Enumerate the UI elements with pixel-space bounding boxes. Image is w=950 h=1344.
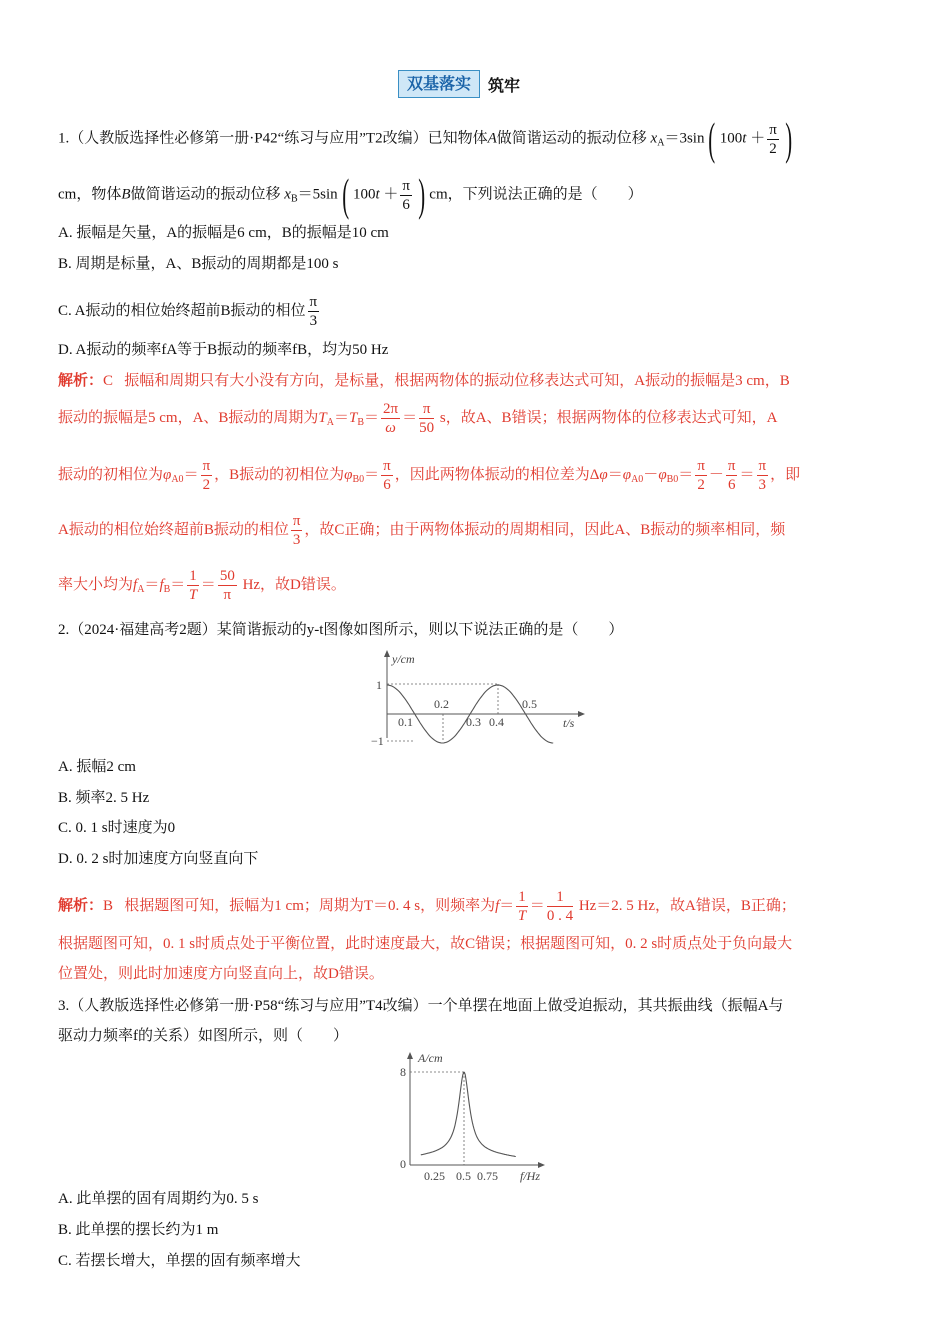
q1-option-b: B. 周期是标量，A、B振动的周期都是100 s — [58, 256, 339, 272]
q1-stem-line1: 1.（人教版选择性必修第一册·P42“练习与应用”T2改编）已知物体A做简谐运动的振动位移 $x_A=3\sin$( 100t ＋ $\frac{\pi}{2}$ ) — [58, 113, 792, 164]
q2-xtick-01: 0.1 — [398, 715, 413, 729]
q1-analysis-text5b: Hz，故D错误。 — [242, 576, 346, 593]
q2-analysis-text1b: Hz＝2. 5 Hz，故A错误，B正确； — [578, 897, 796, 914]
q2-analysis-label: 解析： — [58, 897, 104, 914]
q2-analysis-text1a: 根据题图可知，振幅为1 cm；周期为T＝0. 4 s，则频率为 — [124, 897, 496, 914]
q1-analysis-text4b: ，故C正确；由于两物体振动的周期相同，因此A、B振动的频率相同，频 — [304, 521, 786, 538]
q3-option-a: A. 此单摆的固有周期约为0. 5 s — [58, 1191, 259, 1207]
q3-xlabel: f/Hz — [520, 1169, 541, 1183]
q3-ytick-0: 0 — [400, 1157, 406, 1171]
q2-ytick-neg1: −1 — [371, 734, 384, 748]
q2-answer: B — [103, 897, 114, 914]
q2-x-arrow — [578, 711, 585, 717]
q3-xtick-075: 0.75 — [477, 1169, 498, 1183]
q3-number: 3. — [58, 998, 70, 1014]
q2-ytick-1: 1 — [376, 678, 382, 692]
q1-stem-line2: cm，物体B做简谐运动的振动位移 $x_B=5\sin$( 100t ＋ $\frac{\pi}{6}$ ) cm，下列说法正确的是（ ） — [58, 169, 643, 220]
q1-option-a: A. 振幅是矢量，A的振幅是6 cm，B的振幅是10 cm — [58, 225, 389, 241]
q2-analysis-line2: 根据题图可知，0. 1 s时质点处于平衡位置，此时速度最大，故C错误；根据题图可知，0. 2 s时质点处于负向最大 — [58, 936, 793, 952]
q2-analysis-line3: 位置处，则此时加速度方向竖直向上，故D错误。 — [58, 966, 384, 982]
q1-analysis-line3: 振动的初相位为$\varphi_{A0}=$ $\frac{\pi}{2}$ ，B振动的初相位为$\varphi_{B0}=$ $\frac{\pi}{6}$ ，因此两物体振动的相位差为$\Delta\varphi=\varphi_{A0}-\varphi_{B0}=$ $\frac{\pi}{2}$ － $\frac{\pi}{6}$ ＝ $\frac{\pi}{3}$ ，即 — [58, 458, 801, 493]
q3-ytick-8: 8 — [400, 1065, 406, 1079]
section-header — [398, 70, 520, 98]
q1-analysis-line1 — [58, 371, 790, 391]
q3-stem-line1 — [58, 996, 783, 1016]
q2-stem-text: （2024·福建高考2题）某简谐振动的y-t图像如图所示，则以下说法正确的是（ ） — [69, 622, 624, 638]
q2-xtick-04: 0.4 — [489, 715, 504, 729]
q1-stem-d: 做简谐运动的振动位移 — [130, 186, 281, 203]
q1-analysis-text2b: s，故A、B错误；根据两物体的位移表达式可知，A — [439, 409, 778, 426]
section-subtitle: 筑牢 — [488, 75, 521, 95]
q1-option-d: D. A振动的频率fA等于B振动的频率fB，均为50 Hz — [58, 342, 389, 358]
q3-xtick-05: 0.5 — [456, 1169, 471, 1183]
q2-xlabel: t/s — [563, 716, 575, 730]
q2-xtick-02: 0.2 — [434, 697, 449, 711]
q2-number: 2. — [58, 622, 70, 638]
q3-ylabel: A/cm — [418, 1051, 443, 1065]
q1-stem-c: cm，物体 — [58, 186, 122, 203]
q2-yt-graph — [360, 648, 590, 748]
q2-option-d: D. 0. 2 s时加速度方向竖直向下 — [58, 851, 259, 867]
q2-analysis-line1: 解析：B 根据题图可知，振幅为1 cm；周期为T＝0. 4 s，则频率为f＝ $\frac{1}{T}$ ＝ $\frac{1}{0 . 4}$ Hz＝2. 5 Hz，故A错误，B正确； — [58, 889, 796, 924]
q2-ylabel: y/cm — [392, 652, 415, 666]
q1-option-c-line: C. A振动的相位始终超前B振动的相位 $\frac{\pi}{3}$ — [58, 294, 318, 329]
q3-stem-text1: （人教版选择性必修第一册·P58“练习与应用”T4改编）一个单摆在地面上做受迫振动，其共振曲线（振幅A与 — [69, 998, 784, 1014]
q1-analysis-label: 解析： — [58, 373, 104, 389]
q1-source: （人教版选择性必修第一册·P42“练习与应用”T2改编） — [69, 130, 428, 147]
q3-resonance-graph — [390, 1050, 550, 1185]
q2-xtick-03: 0.3 — [466, 715, 481, 729]
q2-y-arrow — [384, 650, 390, 657]
q2-option-a: A. 振幅2 cm — [58, 759, 136, 775]
q1-analysis-text3d: ，即 — [770, 466, 801, 483]
q3-option-c: C. 若摆长增大，单摆的固有频率增大 — [58, 1253, 301, 1269]
q2-stem — [58, 620, 623, 640]
q1-stem-b: 做简谐运动的振动位移 — [496, 130, 647, 147]
q1-stem-a: 已知物体 — [427, 130, 488, 147]
q3-resonance-curve — [421, 1072, 516, 1156]
q3-y-arrow — [407, 1052, 413, 1059]
q2-option-c: C. 0. 1 s时速度为0 — [58, 820, 176, 836]
q1-number: 1. — [58, 130, 70, 147]
q1-stem-e: cm，下列说法正确的是（ ） — [429, 186, 643, 203]
q1-answer: C — [103, 373, 114, 389]
q3-x-arrow — [538, 1162, 545, 1168]
section-badge: 双基落实 — [398, 70, 480, 98]
q3-stem-line2: 驱动力频率f的关系）如图所示，则（ ） — [58, 1028, 348, 1044]
q1-analysis-text4a: A振动的相位始终超前B振动的相位 — [58, 521, 289, 538]
q1-analysis-text5a: 率大小均为 — [58, 576, 134, 593]
q1-analysis-line4: A振动的相位始终超前B振动的相位 $\frac{\pi}{3}$ ，故C正确；由于两物体振动的周期相同，因此A、B振动的频率相同，频 — [58, 513, 786, 548]
q3-option-b: B. 此单摆的摆长约为1 m — [58, 1222, 219, 1238]
q2-xtick-05: 0.5 — [522, 697, 537, 711]
q1-analysis-line2: 振动的振幅是5 cm，A、B振动的周期为$T_A=T_B=$ $\frac{2\pi}{\omega}$ ＝ $\frac{\pi}{50}$ s，故A、B错误；根据两物体的位移表达式可知，A — [58, 401, 778, 436]
q1-analysis-text2a: 振动的振幅是5 cm，A、B振动的周期为 — [58, 409, 319, 426]
q1-analysis-line5: 率大小均为$f_A=f_B=$ $\frac{1}{T}$ ＝ $\frac{50}{\pi}$ Hz，故D错误。 — [58, 568, 346, 603]
q1-analysis-text1: 振幅和周期只有大小没有方向，是标量，根据两物体的振动位移表达式可知，A振动的振幅是3 cm，B — [124, 373, 790, 389]
q1-analysis-text3c: ，因此两物体振动的相位差为 — [394, 466, 590, 483]
q1-analysis-text3a: 振动的初相位为 — [58, 466, 164, 483]
q1-option-c: C. A振动的相位始终超前B振动的相位 — [58, 302, 306, 319]
q2-option-b: B. 频率2. 5 Hz — [58, 790, 150, 806]
q1-analysis-text3b: ，B振动的初相位为 — [214, 466, 345, 483]
q3-xtick-025: 0.25 — [424, 1169, 445, 1183]
